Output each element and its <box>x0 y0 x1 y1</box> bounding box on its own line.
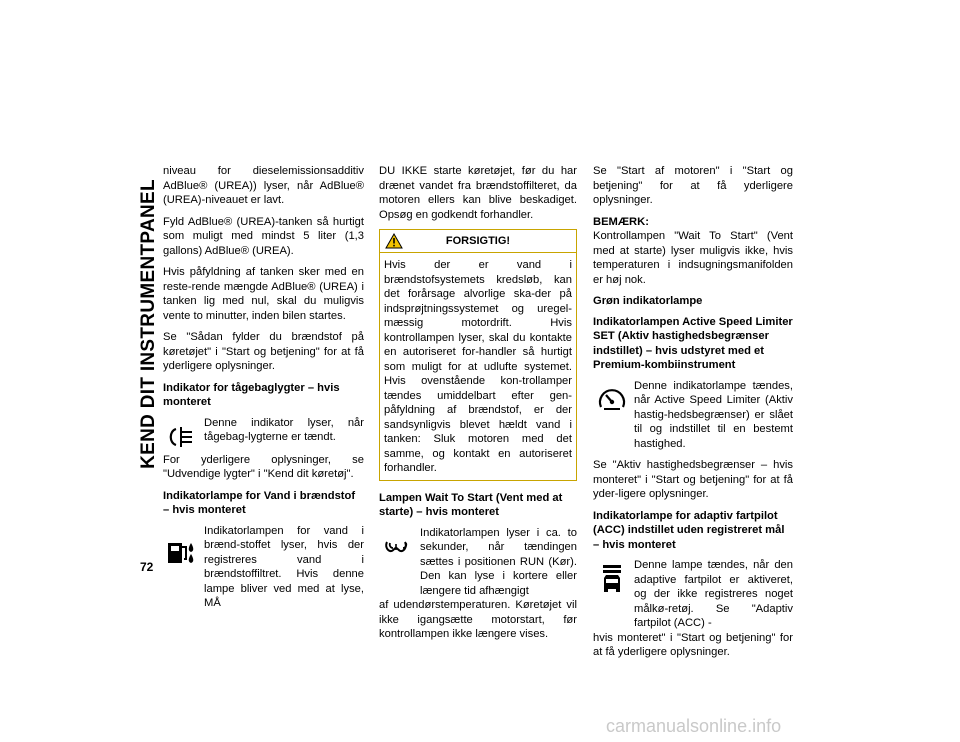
column-3 <box>593 164 793 667</box>
paragraph: hvis monteret" i "Start og betjening" for at få yderligere oplysninger. <box>593 631 793 658</box>
paragraph: Fyld AdBlue® (UREA)-tanken så hurtigt som muligt med mindst 5 liter (1,3 gallons) AdBlue® (UREA). <box>163 215 364 257</box>
caution-title: FORSIGTIG! <box>445 235 511 247</box>
column-1 <box>163 164 364 618</box>
note-label: BEMÆRK: <box>593 215 649 228</box>
column-2 <box>379 164 577 649</box>
paragraph: Se "Start af motoren" i "Start og betjening" for at få yderligere oplysninger. <box>593 165 793 206</box>
heading-fog-light: Indikator for tågebaglygter – hvis monteret <box>163 381 340 408</box>
paragraph: Se "Aktiv hastighedsbegrænser – hvis monteret" i "Start og betjening" for at få yder-ligere oplysninger. <box>593 459 793 500</box>
water-in-fuel-indicator <box>163 524 364 611</box>
wait-to-start-text: Indikatorlampen lyser i ca. to sekunder, når tændingen sættes i positionen RUN (Kør). Den kan lyse i kortere eller længere tid afhængigt <box>420 526 577 597</box>
heading-green-indicator: Grøn indikatorlampe <box>593 295 703 307</box>
heading-acc: Indikatorlampe for adaptiv fartpilot (ACC) indstillet uden registreret mål – hvis monteret <box>593 509 785 551</box>
acc-text: Denne lampe tændes, når den adaptive fartpilot er aktiveret, og der ikke registreres noget målkø-retøj. Se "Adaptiv fartpilot (ACC) - <box>634 559 793 629</box>
water-in-fuel-text: Indikatorlampen for vand i brænd-stoffet lyser, hvis der registreres vand i brændstoffiltret. Hvis denne lampe bliver ved med at lyse, MÅ <box>204 524 364 609</box>
caution-text: Hvis der er vand i brændstofsystemets kredsløb, kan det forårsage alvorlige ska-der på indsprøjtningssystemet og uregel-mæssig motordrift. Hvis kontrollampen lyser, skal du kontakte en autoriseret for-handler så hurtigt som muligt for at udlufte systemet. Hvis ovenstående kon-trollamper tændes umiddelbart efter gen-påfyldning af brændstof, er der sandsynligvis blevet hældt vand i tanken: Sluk motoren med det samme, og kontakt en autoriseret forhandler. <box>384 259 572 474</box>
acc-indicator <box>593 558 793 660</box>
paragraph: Se "Sådan fylder du brændstof på køretøjet" i "Start og betjening" for at få yderligere oplysninger. <box>163 331 364 372</box>
caution-header <box>380 230 576 253</box>
page-number: 72 <box>140 560 154 574</box>
note-text: Kontrollampen "Wait To Start" (Vent med at starte) lyser muligvis ikke, hvis temperaturen i indsugningsmanifolden er høj nok. <box>593 230 793 286</box>
watermark: carmanualsonline.info <box>606 716 782 736</box>
speed-limiter-icon <box>595 383 629 417</box>
caution-box <box>379 229 577 481</box>
paragraph: Hvis påfyldning af tanken sker med en reste-rende mængde AdBlue® (UREA) i tanken lig med nul, skal du muligvis vente to minutter, inden bilen startes. <box>163 266 364 322</box>
paragraph: niveau for dieselemissionsadditiv AdBlue® (UREA)) lyser, når AdBlue® (UREA)-niveauet er lavt. <box>163 165 364 206</box>
section-side-title <box>136 168 162 480</box>
glow-plug-icon <box>381 530 415 564</box>
side-title-text: KEND DIT INSTRUMENTPANEL <box>138 179 159 469</box>
water-in-fuel-icon <box>165 534 199 568</box>
heading-water-in-fuel: Indikatorlampe for Vand i brændstof – hvis monteret <box>163 489 356 516</box>
speed-limiter-text: Denne indikatorlampe tændes, når Active Speed Limiter (Aktiv hastig-hedsbegrænser) er slået til og indstillet til en bestemt hastighed. <box>634 379 793 450</box>
fog-light-indicator <box>163 416 364 446</box>
wait-to-start-indicator <box>379 526 577 642</box>
heading-speed-limiter: Indikatorlampen Active Speed Limiter SET (Aktiv hastighedsbegrænser indstillet) – hvis udstyret med et Premium-kombiinstrument <box>593 315 793 371</box>
rear-fog-light-icon <box>165 420 199 454</box>
heading-wait-to-start: Lampen Wait To Start (Vent med at starte) – hvis monteret <box>379 491 563 518</box>
fog-light-text: Denne indikator lyser, når tågebag-lygterne er tændt. <box>204 416 364 443</box>
adaptive-cruise-icon <box>595 562 629 596</box>
speed-limiter-indicator <box>593 379 793 452</box>
paragraph: af udendørstemperaturen. Køretøjet vil ikke igangsætte motorstart, før kontrollampen ikke længere vises. <box>379 599 577 640</box>
paragraph: DU IKKE starte køretøjet, før du har drænet vandet fra brændstoffilteret, da motoren ellers kan blive beskadiget. Opsøg en godkendt forhandler. <box>379 165 577 221</box>
paragraph: For yderligere oplysninger, se "Udvendige lygter" i "Kend dit køretøj". <box>163 453 364 480</box>
